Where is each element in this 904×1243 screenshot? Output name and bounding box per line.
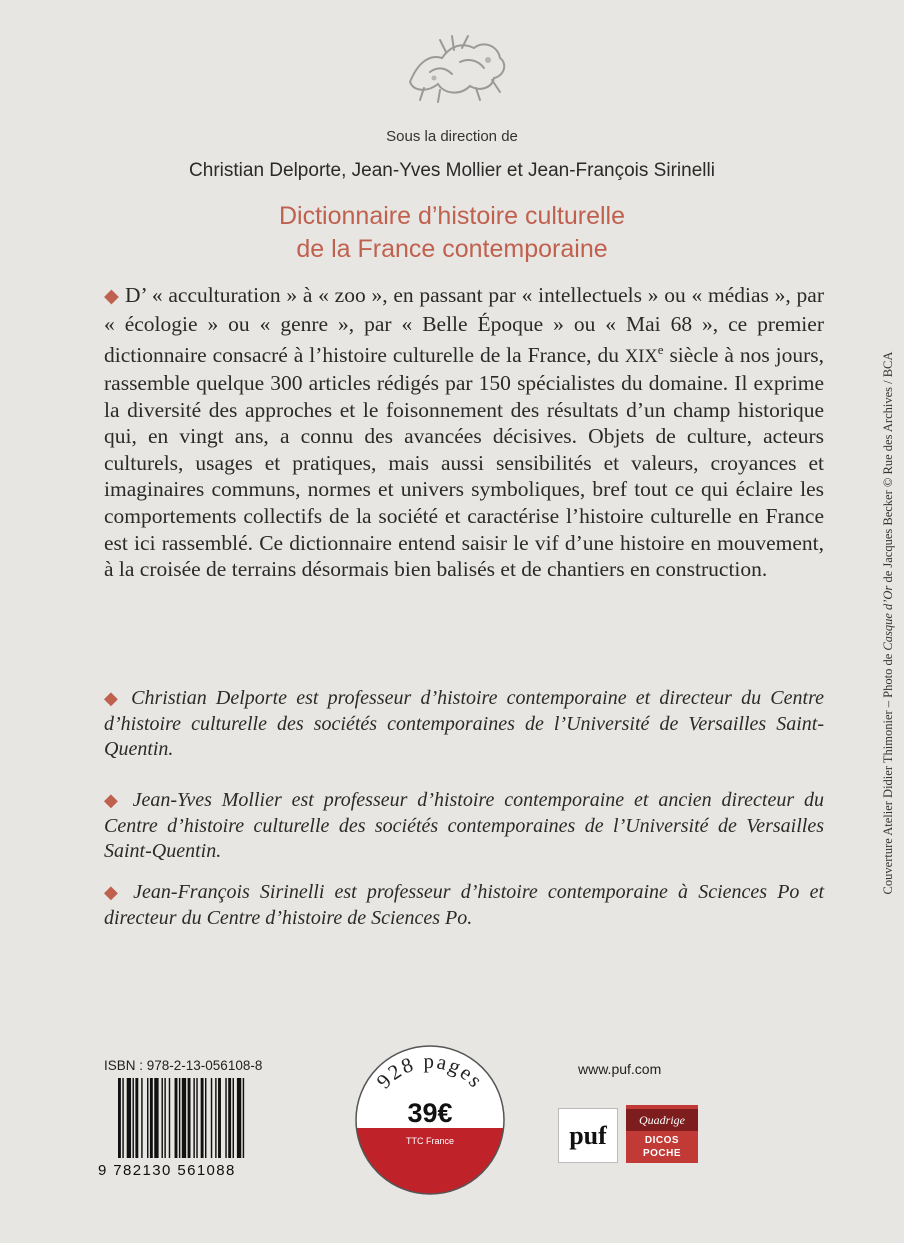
barcode-digits: 9 782130 561088 [98, 1162, 236, 1179]
authors-line: Christian Delporte, Jean-Yves Mollier et Jean-François Sirinelli [189, 160, 715, 181]
barcode-icon [118, 1078, 286, 1158]
diamond-bullet-icon: ◆ [104, 286, 120, 307]
author-bio-sirinelli [104, 880, 824, 931]
author-bio-delporte [104, 686, 824, 763]
author-bio-text: Jean-François Sirinelli est professeur d’histoire contemporaine à Sciences Po et directeur du Centre d’histoire de Sciences Po. [104, 881, 824, 929]
direction-label: Sous la direction de [386, 128, 518, 145]
collection-sub-1: DICOS [644, 1135, 680, 1146]
description-paragraph [104, 282, 824, 583]
isbn-label: ISBN : 978-2-13-056108-8 [104, 1058, 263, 1073]
cover-credit [879, 3, 897, 1243]
description-text-2: siècle à nos jours, rassemble quelque 300 articles rédigés par 150 spécialistes du domaine. Il exprime la diversité des approches et le foisonnement des résultats d’un champ historique qui, en vingt ans, a connu des avancées décisives. Objets de culture, acteurs culturels, usages et pratiques, mais aussi sensibilités et valeurs, croyances et imaginaires communs, normes et univers symboliques, bref tout ce qui éclaire les comportements collectifs de la société et caractérise l’histoire culturelle en France est ici rassemblé. Ce dictionnaire entend saisir le vif d’une histoire en mouvement, à la croisée de terrains désormais bien balisés et de chantiers en construction. [104, 343, 825, 582]
collection-sub-2: POCHE [642, 1148, 682, 1159]
badge-price: 39€ [407, 1098, 453, 1128]
quadrige-collection-logo [626, 1105, 698, 1163]
griffin-emblem-icon [400, 32, 512, 104]
author-bio-text: Christian Delporte est professeur d’histoire contemporaine et directeur du Centre d’histoire culturelle des sociétés contemporaines de l’Université de Versailles Saint-Quentin. [104, 687, 824, 760]
cover-credit-text-1: Couverture Atelier Didier Thimonier – Photo de [881, 650, 895, 895]
cover-credit-text-2: de Jacques Becker © Rue des Archives / BCA [881, 351, 895, 586]
diamond-bullet-icon: ◆ [104, 688, 123, 708]
collection-name: Quadrige [626, 1109, 698, 1131]
badge-pages-text: 928 pages [371, 1048, 489, 1094]
book-title-line-2: de la France contemporaine [296, 235, 608, 263]
website-link[interactable]: www.puf.com [578, 1061, 662, 1077]
book-title-line-1: Dictionnaire d’histoire culturelle [279, 202, 625, 230]
badge-ttc-label: TTC France [405, 1136, 454, 1146]
puf-logo: puf [558, 1108, 618, 1163]
century-suffix: e [657, 343, 664, 358]
book-title [0, 200, 904, 266]
cover-credit-film-title: Casque d’Or [881, 585, 895, 651]
diamond-bullet-icon: ◆ [104, 790, 123, 810]
author-bio-mollier [104, 788, 824, 865]
diamond-bullet-icon: ◆ [104, 882, 123, 902]
description-text-1: D’ « acculturation » à « zoo », en passant par « intellectuels » ou « médias », par « écologie » ou « genre », par « Belle Époque » ou « Mai 68 », ce premier dictionnaire consacré à l’histoire culturelle de la France, du [104, 283, 824, 368]
century-numeral: XIX [624, 346, 658, 367]
author-bio-text: Jean-Yves Mollier est professeur d’histoire contemporaine et ancien directeur du Centre d’histoire culturelle des sociétés contemporaines de l’Université de Versailles Saint-Quentin. [104, 789, 825, 862]
